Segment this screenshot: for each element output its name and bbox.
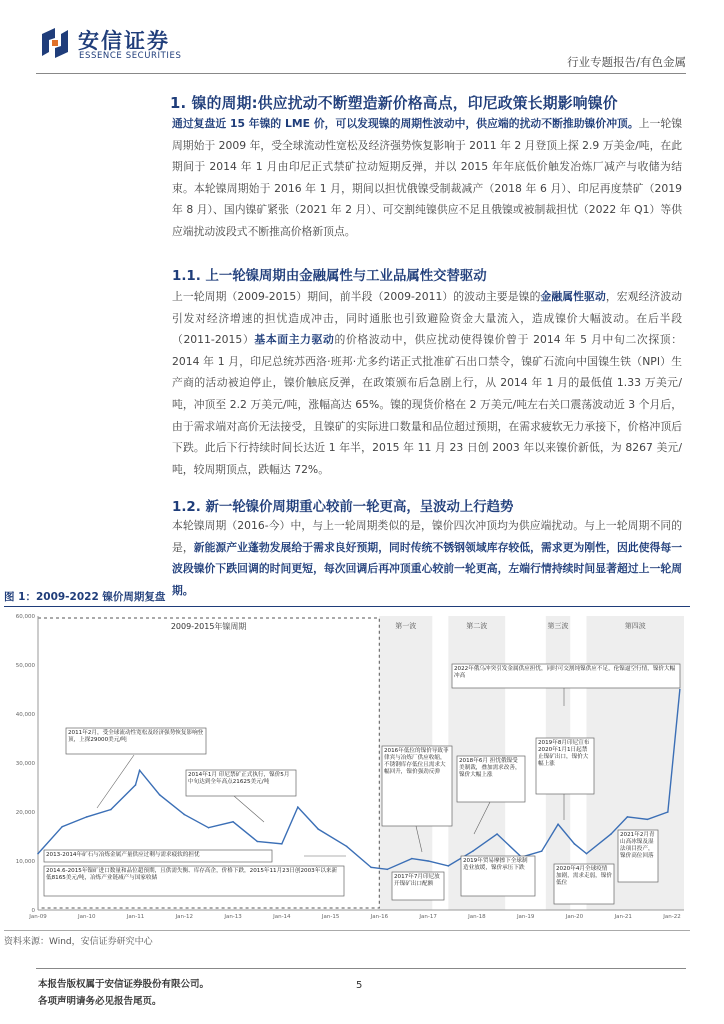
annotation-note xyxy=(619,831,657,881)
wave-label: 第四波 xyxy=(624,622,646,630)
footer-disclaimer-note: 各项声明请务必见报告尾页。 xyxy=(38,996,162,1007)
annotation-note xyxy=(462,857,534,895)
price-point xyxy=(208,827,210,829)
figure-title: 图 1：2009-2022 镍价周期复盘 xyxy=(4,591,166,603)
wave-label: 第二波 xyxy=(466,622,488,630)
previous-cycle-label: 2009-2015年镍周期 xyxy=(170,622,247,631)
annotation-note xyxy=(187,771,295,795)
price-point xyxy=(86,816,88,818)
y-tick-label: 0 xyxy=(31,908,35,914)
y-tick-label: 10,000 xyxy=(15,859,35,865)
section-1-key-sentence: 通过复盘近 15 年镍的 LME 价，可以发现镍的周期性波动中，供应端的扰动不断推助镍价冲顶。 xyxy=(172,117,639,130)
annotation-note xyxy=(393,873,443,899)
price-point xyxy=(541,850,543,852)
section-1-2-paragraph xyxy=(172,515,682,601)
section-1-1-heading: 1.1. 上一轮镍周期由金融属性与工业品属性交替驱动 xyxy=(172,269,487,284)
price-point xyxy=(627,816,629,818)
price-point xyxy=(427,860,429,862)
chart-canvas xyxy=(4,610,690,928)
footer-divider xyxy=(36,968,686,969)
price-point xyxy=(232,821,234,823)
price-point xyxy=(448,865,450,867)
x-tick-label: Jan-22 xyxy=(663,914,681,920)
price-point xyxy=(586,853,588,855)
x-tick-label: Jan-20 xyxy=(565,914,584,920)
annotation-text: 2014年1月 印尼禁矿正式执行，镍价5月中旬达到全年高点21625美元/吨 xyxy=(188,772,290,785)
brand-logo xyxy=(40,26,70,60)
price-point xyxy=(37,853,39,855)
section-1-2-heading: 1.2. 新一轮镍价周期重心较前一轮更高，呈波动上行趋势 xyxy=(172,500,514,515)
x-tick-label: Jan-10 xyxy=(78,914,96,920)
annotation-leader-line xyxy=(97,755,134,808)
annotation-note xyxy=(45,851,271,861)
section-1-2-text-a: 本轮镍周期（2016-今）中，与上一轮周期类似的是，镍价四次冲顶均为供应端扰动。与上一轮周期不同的是， xyxy=(172,519,682,554)
y-tick-label: 40,000 xyxy=(15,712,35,718)
brand-name-en: ESSENCE SECURITIES xyxy=(79,51,182,61)
annotation-text: 2022年俄乌冲突引发金属供应担忧，同时可交割纯镍供应不足，伦镍逼空行情，镍价大幅冲高 xyxy=(454,666,676,679)
section-1-2-emphasis: 新能源产业蓬勃发展给于需求良好预期，同时传统不锈钢领域库存较低，需求更为刚性，因此使得每一波段镍价下跌回调的时间更短，每次回调后再冲顶重心较前一轮更高，左端行情持续时间显著超过上一轮周期。 xyxy=(172,540,683,597)
x-tick-label: Jan-15 xyxy=(321,914,340,920)
price-point xyxy=(135,784,137,786)
previous-cycle-box xyxy=(38,618,379,908)
price-point xyxy=(557,823,559,825)
annotation-text: 2011年2月，受全球流动性宽松及经济强势恢复影响登顶，上探29000美元/吨 xyxy=(68,730,204,743)
price-point xyxy=(281,843,283,845)
section-1-1-emphasis-1: 金融属性驱动 xyxy=(540,290,606,303)
footer-copyright: 本报告版权属于安信证券股份有限公司。 xyxy=(38,979,210,990)
annotation-text: 2016年低位的镍价导致菲律宾与冶炼厂供应收缩，不锈钢库存低位且需求大幅回升，镍价强劲反弹 xyxy=(384,748,449,775)
price-point xyxy=(159,794,161,796)
section-1-body: 上一轮镍周期始于 2009 年，受全球流动性宽松及经济强势恢复影响于 2011 年 2 月登顶上探 2.9 万美金/吨，在此期间于 2014 年 1 月由印尼正式禁矿拉动短期反弹，并以 2015 年年底低价触发冶炼厂减产与收储为结束。本轮镍周期始于 2016 年 1 月，期间以担忧俄镍受制裁减产（2018 年 6 月）、印尼再度禁矿（2019 年 8 月）、国内镍矿紧张（2021 年 2 月）、可交割纯镍供应不足且俄镍或被制裁担忧（2022 年 Q1）等供应端扰动波段式不断推高价格新顶点。 xyxy=(172,117,683,238)
price-point xyxy=(317,828,319,830)
x-tick-label: Jan-18 xyxy=(468,914,486,920)
page-number: 5 xyxy=(356,980,363,991)
annotation-note xyxy=(383,747,451,825)
wave-label: 第一波 xyxy=(395,622,417,630)
annotation-note xyxy=(458,757,524,801)
annotation-text: 2019年贸易摩擦下全球制造业放缓，镍价承压下跌 xyxy=(463,858,528,871)
annotation-note xyxy=(537,739,593,793)
price-point xyxy=(472,850,474,852)
section-1-1-text-c: ，宏观经济波动引发对经济增速的担忧造成冲击，同时通胀也引致避险资金大量流入，造成镍价大幅波动。在后半段（2011-2015） xyxy=(172,290,683,347)
price-point xyxy=(346,846,348,848)
annotation-note xyxy=(555,865,613,903)
x-tick-label: Jan-19 xyxy=(516,914,535,920)
nickel-price-chart xyxy=(4,610,690,935)
y-tick-label: 60,000 xyxy=(15,614,35,620)
annotation-text: 2017年7月印尼放开镍矿出口配额 xyxy=(394,874,440,887)
annotation-text: 2020年4月全球疫情加剧，需求走弱，镍价低位 xyxy=(556,866,612,886)
price-point xyxy=(110,809,112,811)
x-tick-label: Jan-17 xyxy=(419,914,437,920)
price-point xyxy=(256,841,258,843)
annotation-text: 2013-2014年矿石与冶炼金属产量供应过剩与需求疲软的担忧 xyxy=(46,852,200,858)
x-tick-label: Jan-16 xyxy=(370,914,389,920)
annotation-leader-line xyxy=(234,796,264,822)
annotation-note xyxy=(45,867,343,895)
price-point xyxy=(139,770,141,772)
section-1-1-paragraph xyxy=(172,286,682,480)
price-point xyxy=(370,867,372,869)
y-tick-label: 20,000 xyxy=(15,810,35,816)
wave-label: 第三波 xyxy=(547,622,569,630)
price-point xyxy=(574,843,576,845)
price-point xyxy=(183,814,185,816)
x-tick-label: Jan-13 xyxy=(224,914,242,920)
section-1-1-text-a: 上一轮周期（2009-2015）期间，前半段（2009-2011）的波动主要是镍的 xyxy=(172,290,541,303)
annotation-text: 2014.6-2015年镍矿进口数量和品位超预期，且供需失衡、库存高企，价格下跌，2015年11月23日创2003年以来新低8165美元/吨，冶炼产业链减产与国家收储 xyxy=(46,868,338,881)
price-point xyxy=(667,811,669,813)
price-point xyxy=(411,858,413,860)
figure-source: 资料来源：Wind，安信证券研究中心 xyxy=(4,937,153,947)
price-point xyxy=(679,689,681,691)
price-point xyxy=(496,833,498,835)
section-1-paragraph xyxy=(172,113,682,243)
x-tick-label: Jan-09 xyxy=(29,914,47,920)
figure-bottom-rule xyxy=(4,930,690,931)
annotation-note xyxy=(453,665,679,687)
x-tick-label: Jan-14 xyxy=(273,914,291,920)
section-1-1-emphasis-2: 基本面主力驱动 xyxy=(254,333,335,347)
brand-name-cn: 安信证券 xyxy=(78,29,170,53)
section-1-1-text-d: 的价格波动中，供应扰动使得镍价曾于 2014 年 5 月中旬二次探顶：2014 年 1 月，印尼总统苏西洛·班邦·尤多约诺正式批准矿石出口禁令，镍矿石流向中国镍生铁（NPI）生产商的活动被迫停止，镍价触底反弹，在政策颁布后急剧上行，从 2014 年 1 月的最低值 1.33 万美元/吨，冲顶至 2.2 万美元/吨，涨幅高达 65%。镍的现货价格在 2 万美元/吨左右关口震荡波动近 3 个月后，由于需求端对高价无法接受，且镍矿的实际进口数量和品位超过预期，在需求疲软无力承接下，价格冲顶后下跌。此后下行持续时间长达近 1 年半，2015 年 11 月 23 日创 2003 年以来镍价新低，为 8267 美元/吨，较周期顶点，跌幅达 72%。 xyxy=(172,333,683,476)
header-divider xyxy=(36,73,686,74)
x-tick-label: Jan-12 xyxy=(175,914,194,920)
annotation-text: 2019年8月印尼宣布2020年1月1日起禁止镍矿出口，镍价大幅上涨 xyxy=(538,740,590,767)
price-point xyxy=(297,806,299,808)
report-type: 行业专题报告/有色金属 xyxy=(567,55,686,69)
price-point xyxy=(610,833,612,835)
annotation-text: 2018年6月 担忧俄镍受美制裁，叠加需求改善，镍价大幅上涨 xyxy=(459,758,521,778)
price-point xyxy=(61,826,63,828)
x-tick-label: Jan-11 xyxy=(126,914,145,920)
y-tick-label: 50,000 xyxy=(15,663,35,669)
annotation-note xyxy=(67,729,205,753)
section-1-heading: 1. 镍的周期:供应扰动不断塑造新价格高点，印尼政策长期影响镍价 xyxy=(170,95,618,112)
y-tick-label: 30,000 xyxy=(15,761,35,767)
annotation-text: 2021年2月青山高冰镍及湿法项目投产，镍价高位回落 xyxy=(620,832,655,859)
price-point xyxy=(387,869,389,871)
x-tick-label: Jan-21 xyxy=(614,914,632,920)
price-point xyxy=(647,819,649,821)
figure-top-rule xyxy=(4,606,690,607)
